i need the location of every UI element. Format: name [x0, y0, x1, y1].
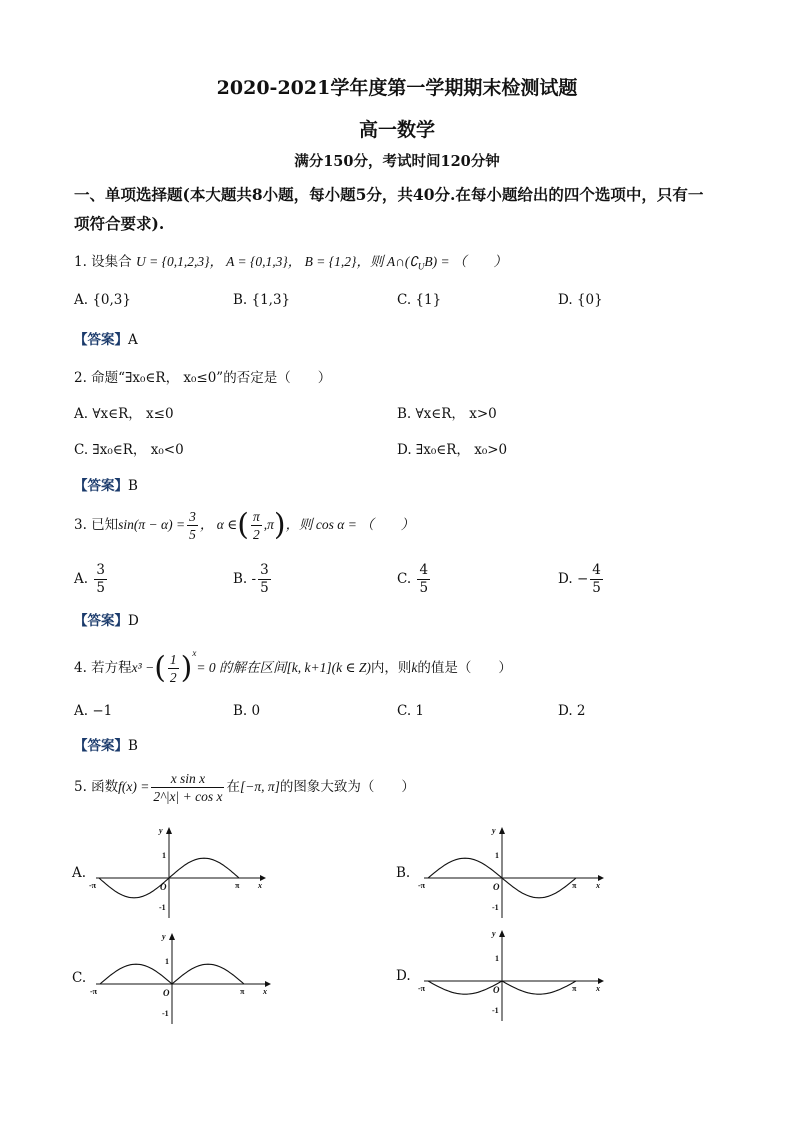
- q5-graph-d: [420, 925, 610, 1025]
- origin-label: O: [160, 882, 167, 892]
- exam-info: 满分150分，考试时间120分钟: [294, 153, 500, 170]
- q3-b-num: 3: [260, 562, 269, 578]
- q3-b-frac: [258, 562, 271, 597]
- q3-interval-frac: [251, 508, 262, 543]
- tick-label-pi: π: [235, 881, 240, 890]
- q3-option-b: [233, 562, 273, 597]
- q5-tail: 的图象大致为（ ）: [279, 779, 415, 795]
- q3-a-den: 5: [96, 580, 105, 596]
- q3-fraction: [187, 508, 198, 543]
- tick-label-neg-pi: -π: [418, 881, 426, 890]
- q3-interval-den: 2: [252, 527, 260, 542]
- q5-graph-b: [420, 822, 610, 922]
- y-axis-label: y: [492, 929, 496, 938]
- x-axis-label: x: [258, 881, 262, 890]
- q5-interval: [−π, π]: [239, 779, 280, 794]
- q3-b-sign: -: [251, 571, 257, 587]
- q5-frac-den: 2^|x| + cos x: [153, 789, 223, 804]
- q4-left-paren: (: [154, 650, 166, 686]
- q4-fraction: [168, 651, 179, 686]
- q5-graph-label-b: B.: [396, 865, 411, 881]
- answer-tag: 【答案】: [74, 738, 128, 754]
- answer-tag: 【答案】: [74, 613, 128, 629]
- q3-alpha-in: ， α ∈: [199, 517, 238, 532]
- q5-fx: f(x) =: [118, 779, 150, 794]
- q1-sub: U: [417, 261, 425, 272]
- q5-graph-label-a: A.: [72, 865, 87, 881]
- q2-option-d: D. ∃x₀∈R， x₀>0: [397, 442, 508, 458]
- exam-title: 2020-2021学年度第一学期期末检测试题: [216, 77, 578, 99]
- q2-option-b: B. ∀x∈R， x>0: [397, 406, 497, 422]
- x-axis-label: x: [263, 987, 267, 996]
- q4-exponent: x: [192, 648, 197, 658]
- y-axis-label: y: [492, 826, 496, 835]
- q1-option-a: A. {0,3}: [74, 292, 131, 308]
- q3-c-num: 4: [419, 562, 429, 578]
- q3-c-den: 5: [419, 580, 429, 596]
- q5-in: 在: [226, 779, 240, 795]
- q4-prefix: 4. 若方程: [74, 660, 132, 676]
- question-2-stem: 2. 命题“∃x₀∈R， x₀≤0”的否定是（ ）: [74, 370, 332, 386]
- q4-k: k: [411, 660, 418, 675]
- origin-label: O: [493, 882, 500, 892]
- q3-option-a: [74, 562, 109, 597]
- q3-b-label: B.: [233, 571, 248, 587]
- x-axis-label: x: [596, 984, 600, 993]
- tick-label-1: 1: [162, 851, 166, 860]
- q3-option-d: [558, 562, 605, 597]
- q3-frac-den: 5: [189, 527, 196, 542]
- q3-d-frac: [590, 562, 603, 597]
- q3-c-label: C.: [397, 571, 412, 587]
- q4-frac-den: 2: [169, 670, 177, 685]
- tick-label-neg-pi: -π: [89, 881, 97, 890]
- x-axis-label: x: [596, 881, 600, 890]
- q3-sin-expr: sin(π − α) =: [118, 517, 186, 532]
- q2-option-a: A. ∀x∈R， x≤0: [74, 406, 174, 422]
- tick-label-neg-pi: -π: [418, 984, 426, 993]
- q4-option-d: D. 2: [558, 703, 586, 719]
- q4-eq: = 0 的解在区间: [196, 660, 287, 675]
- question-1-stem: [74, 250, 507, 272]
- tick-label-1: 1: [495, 954, 499, 963]
- q4-option-c: C. 1: [397, 703, 425, 719]
- q1-answer-value: A: [128, 332, 138, 348]
- origin-label: O: [163, 988, 170, 998]
- answer-tag: 【答案】: [74, 332, 128, 348]
- q4-frac-num: 1: [169, 652, 177, 667]
- q4-option-b: B. 0: [233, 703, 261, 719]
- exam-subject: 高一数学: [358, 119, 435, 141]
- q3-interval-num: π: [252, 509, 260, 524]
- q5-graph-a: [89, 822, 272, 922]
- q1-math: U = {0,1,2,3}， A = {0,1,3}， B = {1,2}，则 A∩(∁: [135, 254, 418, 269]
- y-axis-arrow: [166, 827, 172, 834]
- q3-answer: [74, 609, 139, 629]
- q1-option-d: D. {0}: [558, 292, 603, 308]
- q3-d-sign: −: [576, 571, 589, 587]
- answer-tag: 【答案】: [74, 478, 128, 494]
- q1-tail: B) = （ ）: [424, 254, 508, 269]
- y-axis-label: y: [162, 932, 166, 941]
- tick-label-pi: π: [240, 987, 245, 996]
- q1-option-b: B. {1,3}: [233, 292, 291, 308]
- q3-a-num: 3: [96, 562, 105, 578]
- q4-interval: [k, k+1](k ∈ Z): [286, 660, 371, 675]
- q5-graph-label-d: D.: [396, 968, 411, 984]
- q5-graph-label-c: C.: [72, 970, 87, 986]
- y-axis-label: y: [159, 826, 163, 835]
- q4-option-a: A. −1: [74, 703, 113, 719]
- q4-expr: x³ −: [131, 660, 155, 675]
- y-axis-arrow: [499, 930, 505, 937]
- q4-in: 内，则: [370, 660, 412, 676]
- question-5-stem: [74, 770, 415, 805]
- q5-graph-c: [92, 928, 277, 1028]
- tick-label-pi: π: [572, 881, 577, 890]
- q4-answer: [74, 734, 138, 754]
- tick-label-neg1: -1: [159, 903, 166, 912]
- q5-prefix: 5. 函数: [74, 779, 119, 795]
- tick-label-1: 1: [165, 957, 169, 966]
- tick-label-1: 1: [495, 851, 499, 860]
- tick-label-neg-pi: -π: [90, 987, 98, 996]
- q3-option-c: [397, 562, 432, 597]
- tick-label-neg1: -1: [492, 1006, 499, 1015]
- question-4-stem: [74, 643, 512, 686]
- q3-answer-value: D: [128, 613, 139, 629]
- q3-interval-tail: ,π: [263, 517, 274, 532]
- tick-label-neg1: -1: [162, 1009, 169, 1018]
- y-axis-arrow: [169, 933, 175, 940]
- q2-answer-value: B: [128, 478, 138, 494]
- q5-fraction: [151, 770, 224, 805]
- section-heading-line2: 项符合要求).: [74, 214, 165, 233]
- q1-prefix: 1. 设集合: [74, 254, 132, 270]
- q3-tail: ，则 cos α = （ ）: [285, 517, 415, 532]
- q3-d-num: 4: [592, 562, 601, 578]
- q3-right-paren: ): [273, 507, 286, 543]
- q3-c-frac: [417, 562, 430, 597]
- origin-label: O: [493, 985, 500, 995]
- q4-right-paren: ): [180, 650, 193, 686]
- q3-frac-num: 3: [189, 509, 196, 524]
- q1-answer: [74, 328, 138, 348]
- q3-d-label: D.: [558, 571, 573, 587]
- q5-frac-num: x sin x: [151, 770, 224, 788]
- section-heading-line1: 一、单项选择题(本大题共8小题，每小题5分，共40分.在每小题给出的四个选项中，只有一: [74, 185, 704, 204]
- q3-a-frac: [94, 562, 107, 597]
- q3-b-den: 5: [260, 580, 269, 596]
- q4-tail: 的值是（ ）: [417, 660, 512, 676]
- tick-label-neg1: -1: [492, 903, 499, 912]
- tick-label-pi: π: [572, 984, 577, 993]
- q1-option-c: C. {1}: [397, 292, 442, 308]
- q3-left-paren: (: [237, 507, 249, 543]
- q2-option-c: C. ∃x₀∈R， x₀<0: [74, 442, 184, 458]
- q3-a-label: A.: [74, 571, 89, 587]
- q3-d-den: 5: [592, 580, 601, 596]
- q2-answer: [74, 474, 138, 494]
- q4-answer-value: B: [128, 738, 138, 754]
- y-axis-arrow: [499, 827, 505, 834]
- q3-prefix: 3. 已知: [74, 517, 119, 533]
- question-3-stem: [74, 508, 414, 543]
